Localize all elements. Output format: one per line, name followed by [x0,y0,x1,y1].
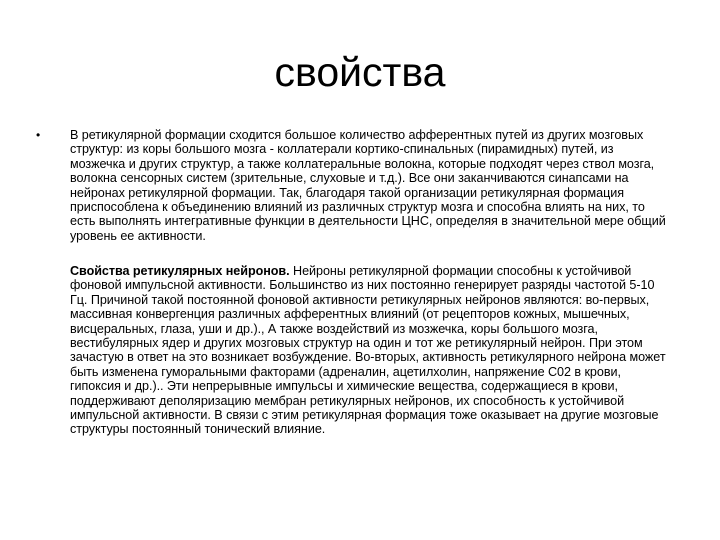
slide-title-text: свойства [274,49,446,95]
slide-title [0,42,720,102]
paragraph-2-heading: Свойства ретикулярных нейронов. [70,264,290,278]
body-paragraph-1: В ретикулярной формации сходится большое количество афферентных путей из других мозговых структур: из коры большого мозга - коллатерали кортико-спинальных (пирамидных) путей, из мозжечка и других структур, а также коллатеральные волокна, которые подходят через ствол мозга, волокна сенсорных систем (зрительные, слуховые и т.д.). Все они заканчиваются синапсами на нейронах ретикулярной формации. Так, благодаря такой организации ретикулярная формация приспособлена к объединению влияний из различных структур мозга и способна влиять на них, то есть выполнять интегративные функции в деятельности ЦНС, определяя в значительной мере общий уровень ее активности. [70,128,666,243]
bullet-icon: • [36,128,41,142]
paragraph-2-text: Нейроны ретикулярной формации способны к устойчивой фоновой импульсной активности. Большинство из них постоянно генерирует разряды частотой 5-10 Гц. Причиной такой постоянной фоновой активности ретикулярных нейронов являются: во-первых, массивная конвергенция различных афферентных влияний (от рецепторов кожных, мышечных, висцеральных, глаза, уши и др.)., А также воздействий из мозжечка, коры большого мозга, вестибулярных ядер и других мозговых структур на один и тот же ретикулярный нейрон. При этом зачастую в ответ на это возникает возбуждение. Во-вторых, активность ретикулярного нейрона может быть изменена гуморальными факторами (адреналин, ацетилхолин, напряжение С02 в крови, гипоксия и др.).. Эти непрерывные импульсы и химические вещества, содержащиеся в крови, поддерживают деполяризацию мембран ретикулярных нейронов, их способность к устойчивой импульсной активности. В связи с этим ретикулярная формация тоже оказывает на другие мозговые структуры постоянный тонический влияние. [70,264,666,437]
body-paragraph-2 [70,264,670,437]
